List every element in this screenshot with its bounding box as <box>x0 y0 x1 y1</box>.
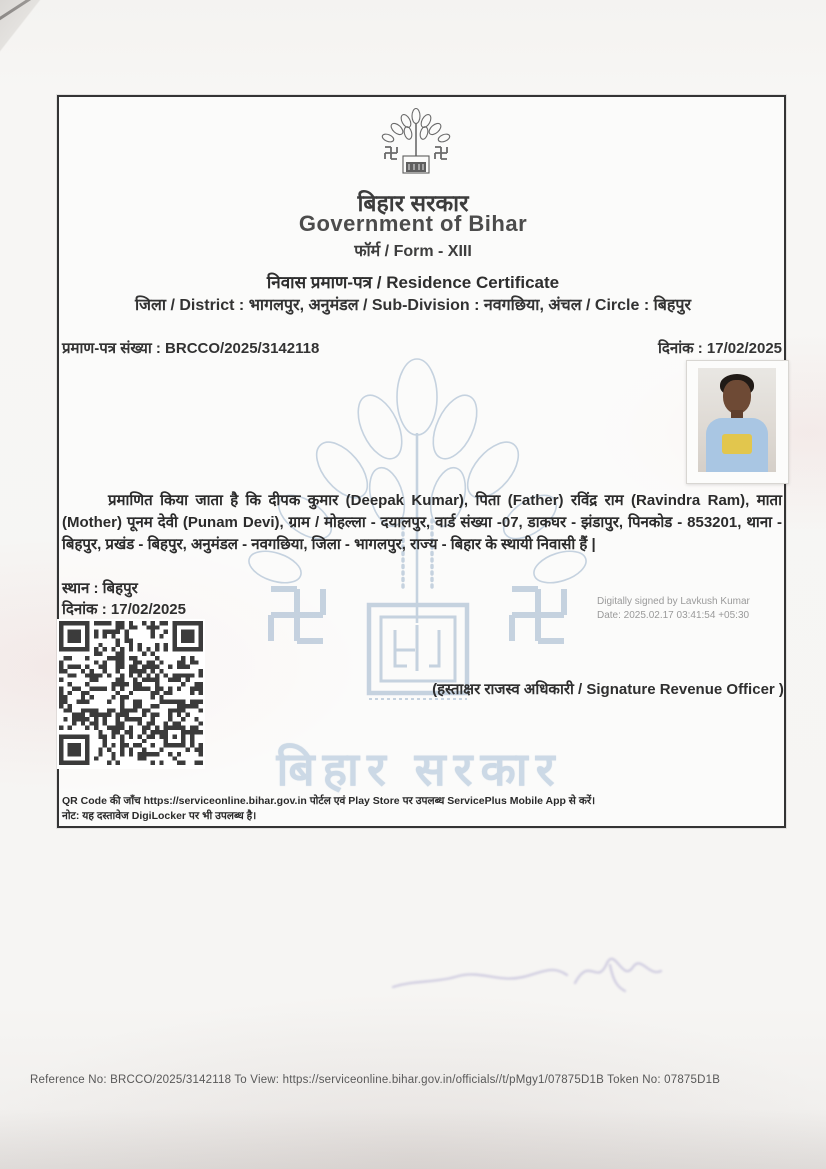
signature-revenue-officer-line: (हस्ताक्षर राजस्व अधिकारी / Signature Revenue Officer ) <box>432 681 784 698</box>
bihar-emblem-icon <box>373 106 459 186</box>
qr-code <box>57 619 205 769</box>
district-subdivision-circle-line: जिला / District : भागलपुर, अनुमंडल / Sub-Division : नवगछिया, अंचल / Circle : बिहपुर <box>135 297 691 314</box>
qr-note-line2: नोट: यह दस्तावेज DigiLocker पर भी उपलब्ध है। <box>62 810 257 823</box>
government-title: Government of Bihar <box>298 211 528 236</box>
qr-code-canvas <box>59 621 203 765</box>
emblem-caption: बिहार सरकार <box>357 190 469 216</box>
certificate-number: प्रमाण-पत्र संख्या : BRCCO/2025/3142118 <box>62 340 320 357</box>
applicant-photo <box>698 368 776 472</box>
certificate-title: निवास प्रमाण-पत्र / Residence Certificate <box>266 273 560 292</box>
photo-shirt-graphic <box>722 434 752 454</box>
issue-date: दिनांक : 17/02/2025 <box>658 340 782 357</box>
watermark-text: बिहार सरकार <box>276 743 563 795</box>
digital-signature-line1: Digitally signed by Lavkush Kumar <box>597 596 750 607</box>
qr-verification-note <box>62 794 777 824</box>
footer-reference-line: Reference No: BRCCO/2025/3142118 To View: https://serviceonline.bihar.gov.in/officials//t/pMgy1/07875D1B Token No: 07875D1B <box>30 1074 721 1086</box>
digital-signature-line2: Date: 2025.02.17 03:41:54 +05:30 <box>597 610 750 621</box>
scan-bottom-shade <box>0 1109 826 1169</box>
digital-signature-block <box>597 595 807 623</box>
place-line: स्थान : बिहपुर <box>62 580 138 597</box>
photo-face <box>723 380 751 414</box>
ink-bleed-signature <box>385 925 685 1025</box>
date-line: दिनांक : 17/02/2025 <box>62 601 186 618</box>
qr-note-line1: QR Code की जाँच https://serviceonline.bihar.gov.in पोर्टल एवं Play Store पर उपलब्ध ServicePlus Mobile App से करें। <box>62 795 596 807</box>
applicant-photo-frame <box>686 360 789 484</box>
form-number-line: फॉर्म / Form - XIII <box>354 243 472 260</box>
certificate-body-paragraph: प्रमाणित किया जाता है कि दीपक कुमार (Deepak Kumar), पिता (Father) रविंद्र राम (Ravindra Ram), माता (Mother) पूनम देवी (Punam Devi), ग्राम / मोहल्ला - दयालपुर, वार्ड संख्या -07, डाकघर - झंडापुर, पिनकोड - 853201, थाना - बिहपुर, प्रखंड - बिहपुर, अनुमंडल - नवगछिया, जिला - भागलपुर, राज्य - बिहार के स्थायी निवासी हैं | <box>62 492 782 554</box>
